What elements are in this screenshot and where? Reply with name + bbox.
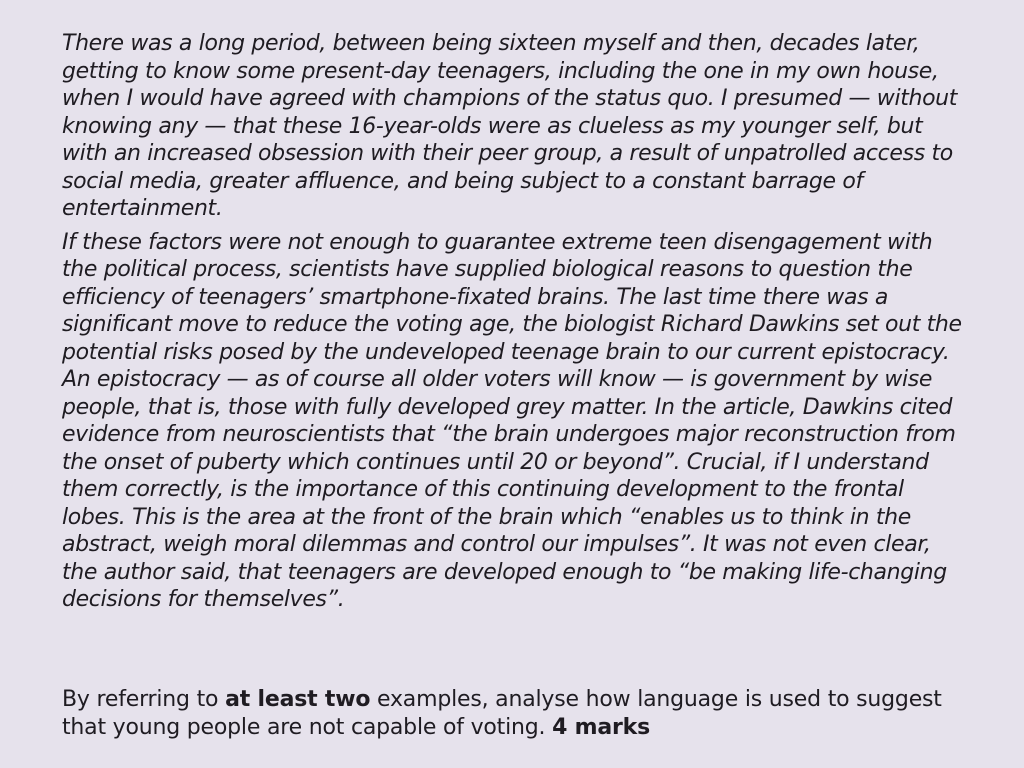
- question-body: examples, analyse how language is used to suggest that young people are not capable of voting.: [62, 687, 942, 740]
- passage-paragraph-2: If these factors were not enough to guarantee extreme teen disengagement with the political process, scientists have supplied biological reasons to question the efficiency of teenagers’ smartphone-fixated brains. The last time there was a significant move to reduce the voting age, the biologist Richard Dawkins set out the potential risks posed by the undeveloped teenage brain to our current epistocracy. An epistocracy — as of course all older voters will know — is government by wise people, that is, those with fully developed grey matter. In the article, Dawkins cited evidence from neuroscientists that “the brain undergoes major reconstruction from the onset of puberty which continues until 20 or beyond”. Crucial, if I understand them correctly, is the importance of this continuing development to the frontal lobes. This is the area at the front of the brain which “enables us to think in the abstract, weigh moral dilemmas and control our impulses”. It was not even clear, the author said, that teenagers are developed enough to “be making life-changing decisions for themselves”.: [62, 229, 962, 612]
- passage-paragraph-1: There was a long period, between being sixteen myself and then, decades later, getting to know some present-day teenagers, including the one in my own house, when I would have agreed with champions of the status quo. I presumed — without knowing any — that these 16-year-olds were as clueless as my younger self, but with an increased obsession with their peer group, a result of unpatrolled access to social media, greater affluence, and being subject to a constant barrage of entertainment.: [62, 31, 958, 221]
- question-prefix: By referring to: [62, 687, 226, 712]
- question-emphasis: at least two: [225, 687, 371, 712]
- passage-extract: [62, 30, 966, 620]
- question-marks: 4 marks: [552, 714, 651, 740]
- exam-question: [62, 686, 966, 741]
- question-text: [62, 686, 966, 741]
